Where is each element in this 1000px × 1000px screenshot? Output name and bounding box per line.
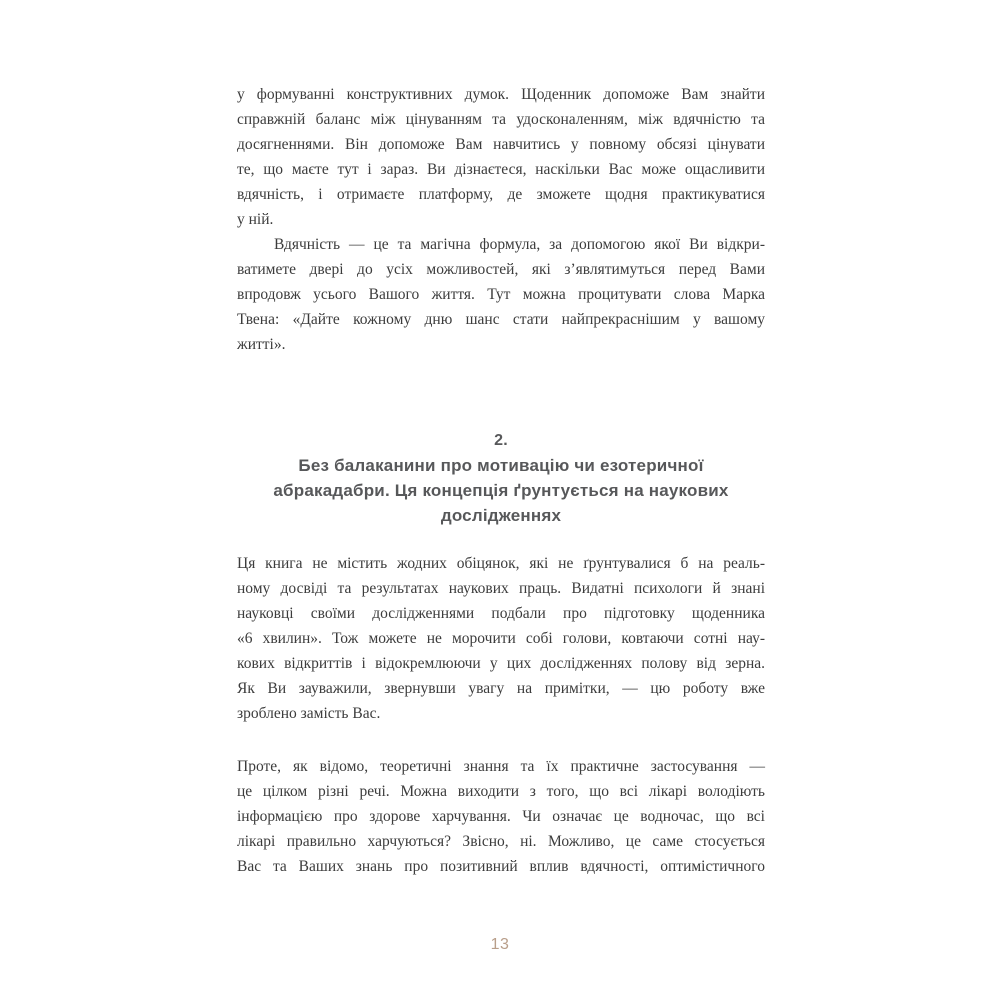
text-line: ватимете двері до усіх можливостей, які з’являтимуться перед Вами <box>237 261 765 278</box>
text-line: житті». <box>237 336 286 353</box>
text-line: інформацією про здорове харчування. Чи означає це водночас, що всі <box>237 808 765 825</box>
text-line: Ця книга не містить жодних обіцянок, які не ґрунтувалися б на реаль- <box>237 555 765 572</box>
paragraph-gratitude-quote <box>237 232 765 357</box>
text-line: те, що маєте тут і зараз. Ви дізнаєтеся, наскільки Вас може ощасливити <box>237 161 765 178</box>
text-line: лікарі правильно харчуються? Звісно, ні. Можливо, це саме стосується <box>237 833 765 850</box>
text-line: впродовж усього Вашого життя. Тут можна процитувати слова Марка <box>237 286 765 303</box>
page-number: 13 <box>490 936 510 953</box>
heading-line: абракадабри. Ця концепція ґрунтується на наукових <box>273 481 729 500</box>
section-heading <box>237 428 765 528</box>
text-line: кових відкриттів і відокремлюючи у цих дослідженнях полову від зерна. <box>237 655 765 672</box>
text-line: справжній баланс між цінуванням та удосконаленням, між вдячністю та <box>237 111 765 128</box>
text-line: вдячність, і отримаєте платформу, де зможете щодня практикуватися <box>237 186 765 203</box>
heading-line: Без балаканини про мотивацію чи езотеричної <box>298 456 704 475</box>
text-line: Проте, як відомо, теоретичні знання та їх практичне застосування — <box>237 758 765 775</box>
text-line: Вас та Ваших знань про позитивний вплив вдячності, оптимістичного <box>237 858 765 875</box>
text-line: Вдячність — це та магічна формула, за допомогою якої Ви відкри- <box>274 236 765 253</box>
text-line: науковці своїми дослідженнями подбали про підготовку щоденника <box>237 605 765 622</box>
text-line: зроблено замість Вас. <box>237 705 381 722</box>
section-number: 2. <box>494 432 508 449</box>
paragraph-science-basis <box>237 551 765 726</box>
text-line: «6 хвилин». Тож можете не морочити собі голови, ковтаючи сотні нау- <box>237 630 765 647</box>
text-line: це цілком різні речі. Можна виходити з того, що всі лікарі володіють <box>237 783 765 800</box>
paragraph-theory-vs-practice <box>237 754 765 879</box>
text-line: Як Ви зауважили, звернувши увагу на примітки, — цю роботу вже <box>237 680 765 697</box>
text-line: Твена: «Дайте кожному дню шанс стати найпрекраснішим у вашому <box>237 311 765 328</box>
text-column <box>237 82 765 879</box>
text-line: у формуванні конструктивних думок. Щоденник допоможе Вам знайти <box>237 86 765 103</box>
text-line: ному досвіді та результатах наукових праць. Видатні психологи й знані <box>237 580 765 597</box>
text-line: досягненнями. Він допоможе Вам навчитись у повному обсязі цінувати <box>237 136 765 153</box>
heading-line: дослідженнях <box>440 506 562 525</box>
paragraph-continuation <box>237 82 765 232</box>
text-line: у ній. <box>237 211 274 228</box>
